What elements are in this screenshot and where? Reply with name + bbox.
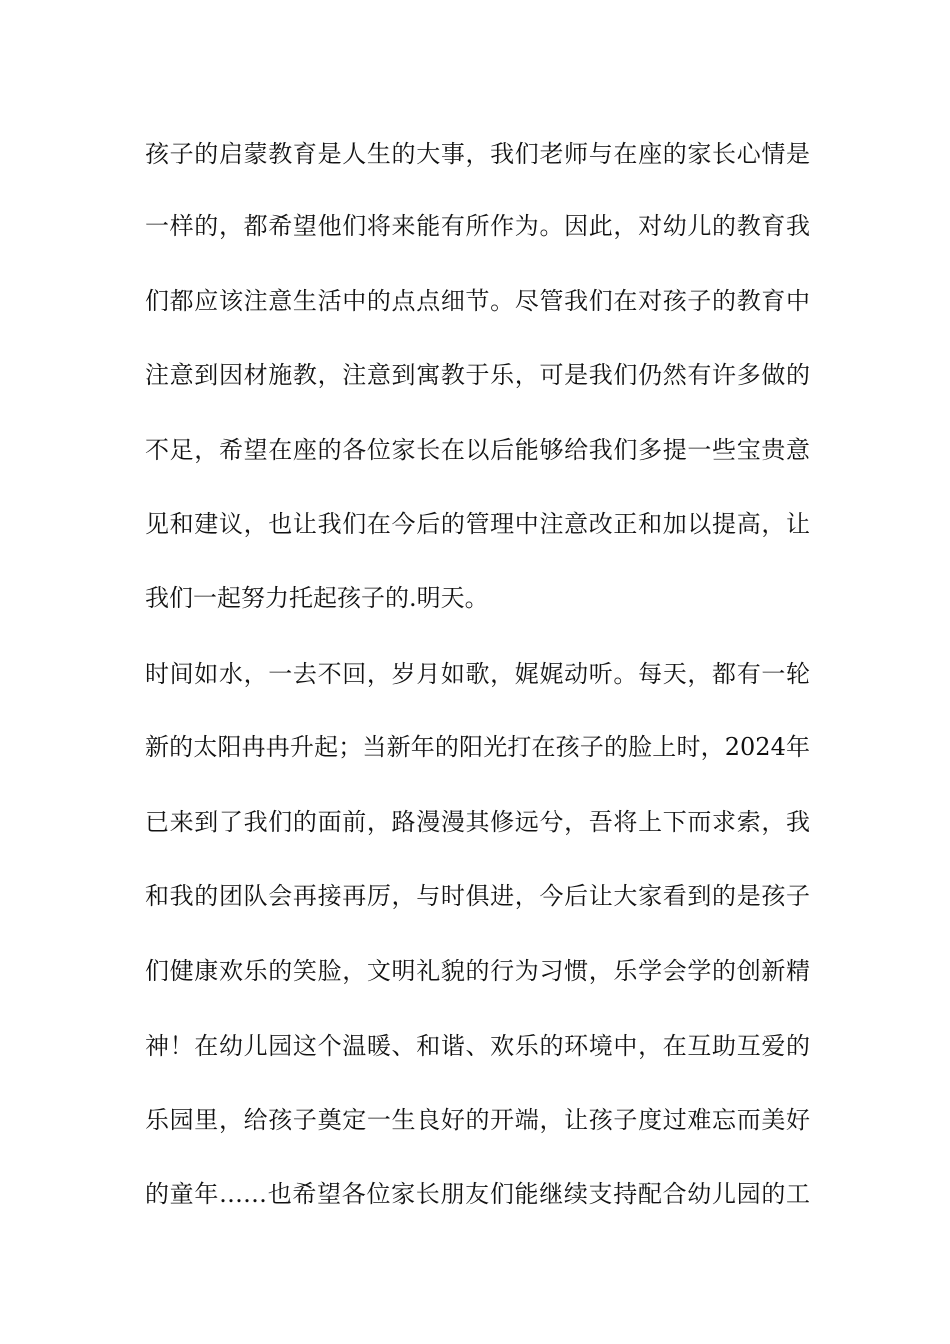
text-line: 时间如水，一去不回，岁月如歌，娓娓动听。每天，都有一轮: [145, 660, 810, 688]
text-line: 注意到因材施教，注意到寓教于乐，可是我们仍然有许多做的: [145, 361, 810, 389]
text-line: 神！在幼儿园这个温暖、和谐、欢乐的环境中，在互助互爱的: [145, 1032, 810, 1060]
text-line: 的童年……也希望各位家长朋友们能继续支持配合幼儿园的工: [145, 1180, 810, 1208]
text-line: 见和建议，也让我们在今后的管理中注意改正和加以提高，让: [145, 510, 810, 538]
text-line: 和我的团队会再接再厉，与时俱进，今后让大家看到的是孩子: [145, 882, 810, 910]
text-line: 已来到了我们的面前，路漫漫其修远兮，吾将上下而求索，我: [145, 808, 810, 836]
text-line: 乐园里，给孩子奠定一生良好的开端，让孩子度过难忘而美好: [145, 1106, 810, 1134]
text-line: 新的太阳冉冉升起；当新年的阳光打在孩子的脸上时，2024年: [145, 733, 810, 761]
text-line: 们健康欢乐的笑脸，文明礼貌的行为习惯，乐学会学的创新精: [145, 957, 810, 985]
text-line: 们都应该注意生活中的点点细节。尽管我们在对孩子的教育中: [145, 287, 810, 315]
text-line: 我们一起努力托起孩子的.明天。: [145, 584, 489, 612]
text-line: 一样的，都希望他们将来能有所作为。因此，对幼儿的教育我: [145, 212, 810, 240]
text-line: 孩子的启蒙教育是人生的大事，我们老师与在座的家长心情是: [145, 140, 810, 168]
text-line: 不足，希望在座的各位家长在以后能够给我们多提一些宝贵意: [145, 436, 810, 464]
